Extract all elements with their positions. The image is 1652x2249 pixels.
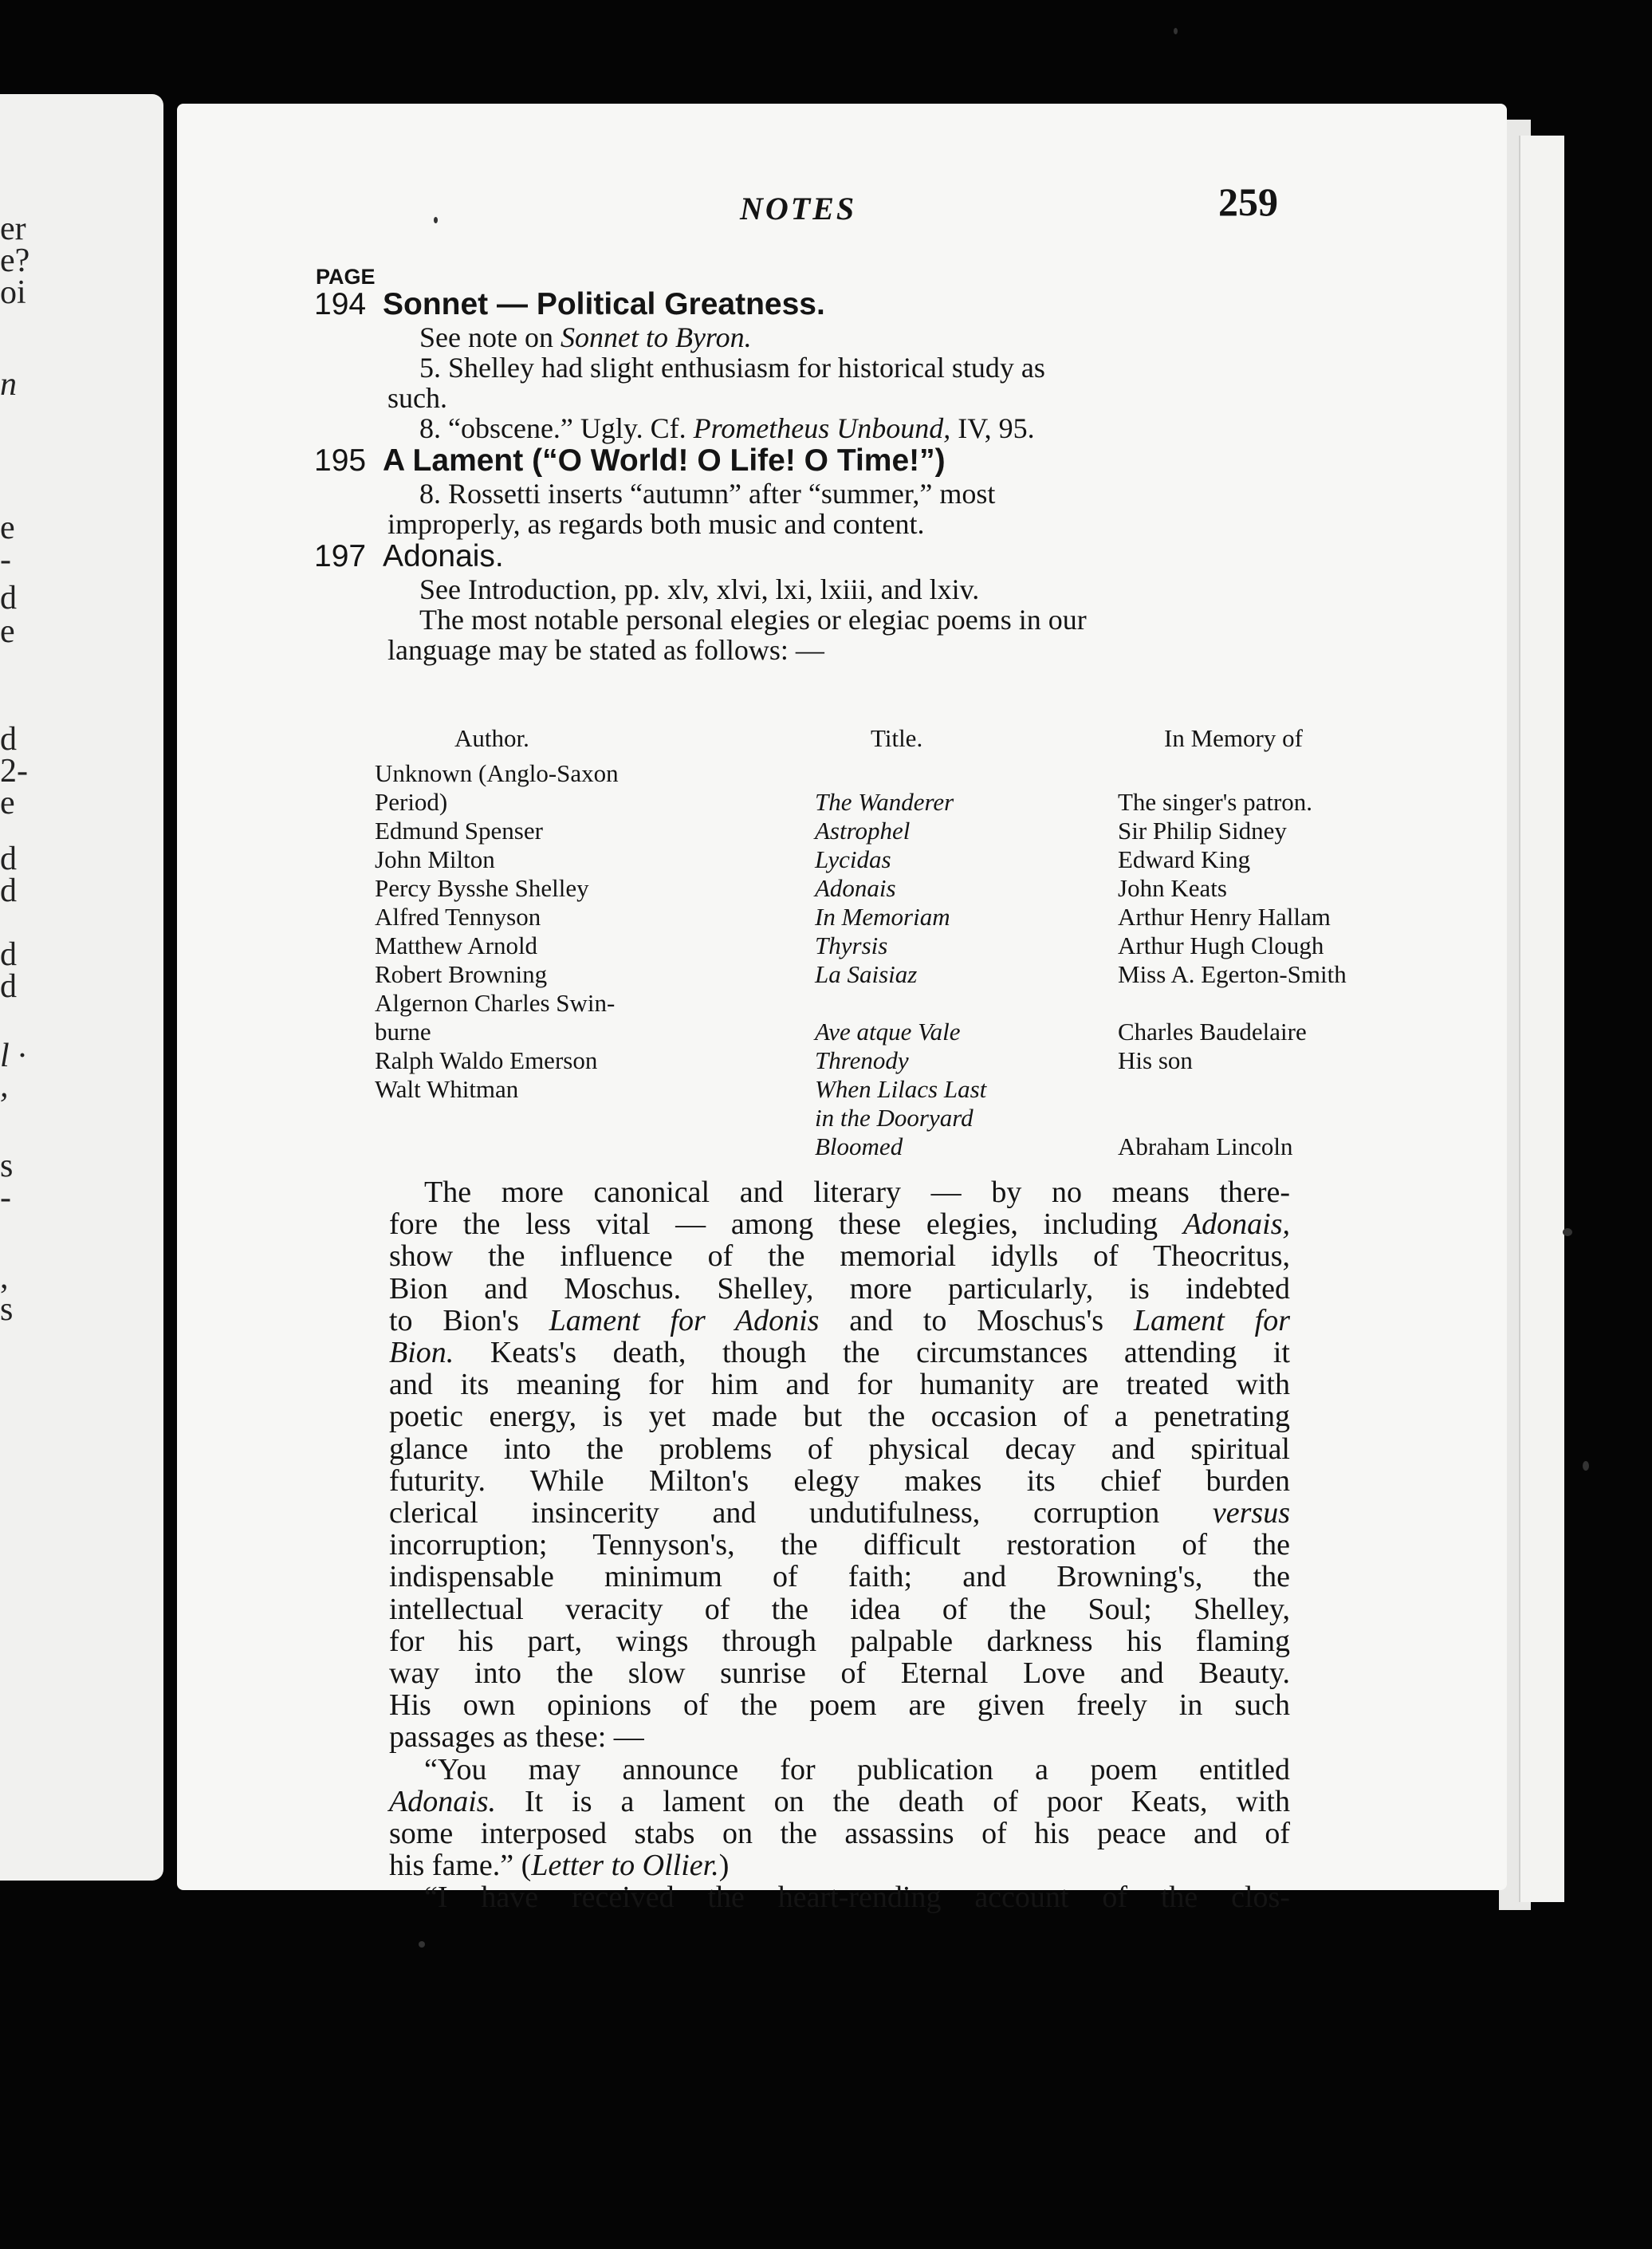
memory-cell: Charles Baudelaire bbox=[1118, 1018, 1307, 1046]
author-cell bbox=[375, 1132, 815, 1161]
prose-line bbox=[389, 1497, 1290, 1529]
prose-line bbox=[389, 1625, 1290, 1657]
text-run: See Introduction, pp. xlv, xlvi, lxi, lxiii, and lxiv. bbox=[419, 573, 980, 605]
author-cell: Algernon Charles Swin- bbox=[375, 989, 616, 1017]
text-run: way into the slow sunrise of Eternal Love and Beauty. bbox=[389, 1656, 1290, 1691]
memory-cell: The singer's patron. bbox=[1118, 788, 1313, 816]
table-row bbox=[375, 817, 1483, 845]
text-run: 5. Shelley had slight enthusiasm for historical study as bbox=[419, 352, 1045, 384]
memory-header: In Memory of bbox=[1164, 724, 1303, 752]
entry-heading bbox=[314, 539, 1288, 574]
title-cell: Thyrsis bbox=[815, 932, 888, 959]
text-run: Keats's death, though the circumstances attending it bbox=[454, 1336, 1290, 1370]
prose-line bbox=[389, 1240, 1290, 1272]
elegies-table bbox=[375, 724, 1483, 1161]
text-run: language may be stated as follows: — bbox=[387, 634, 824, 666]
left-page-fragment: er bbox=[0, 211, 26, 247]
text-run: improperly, as regards both music and content. bbox=[387, 508, 925, 540]
prose-line bbox=[389, 1433, 1290, 1465]
title-cell: Astrophel bbox=[815, 817, 911, 845]
title-cell: Threnody bbox=[815, 1046, 909, 1074]
memory-cell: Edward King bbox=[1118, 845, 1251, 873]
page-column-label: PAGE bbox=[316, 265, 376, 289]
text-run: passages as these: — bbox=[389, 1720, 644, 1755]
table-row bbox=[375, 1018, 1483, 1046]
prose-line bbox=[389, 1208, 1290, 1240]
text-run: Bion and Moschus. Shelley, more particularly, is indebted bbox=[389, 1271, 1290, 1306]
title-cell: When Lilacs Last bbox=[815, 1075, 987, 1103]
text-run: His own opinions of the poem are given freely in such bbox=[389, 1688, 1290, 1723]
table-row bbox=[375, 1104, 1483, 1132]
prose-line bbox=[389, 1369, 1290, 1400]
text-run: and its meaning for him and for humanity are treated with bbox=[389, 1368, 1290, 1402]
previous-page-edge bbox=[0, 94, 163, 1881]
memory-cell: Sir Philip Sidney bbox=[1118, 817, 1287, 845]
title-cell: Ave atque Vale bbox=[815, 1018, 961, 1046]
text-run: indispensable minimum of faith; and Browning's, the bbox=[389, 1560, 1290, 1594]
italic-text-run: Bion. bbox=[389, 1336, 454, 1370]
note-line bbox=[419, 353, 1288, 383]
author-cell: burne bbox=[375, 1018, 431, 1046]
entry-heading bbox=[314, 443, 1288, 479]
entry-page-ref: 195 bbox=[314, 443, 367, 478]
table-row bbox=[375, 874, 1483, 903]
prose-line bbox=[389, 1689, 1290, 1721]
text-run: intellectual veracity of the idea of the Soul; Shelley, bbox=[389, 1592, 1290, 1626]
left-page-fragment: l · bbox=[0, 1038, 26, 1074]
text-run: See note on bbox=[419, 321, 560, 353]
prose-line bbox=[389, 1657, 1290, 1689]
table-row bbox=[375, 788, 1483, 817]
prose-line bbox=[389, 1561, 1290, 1593]
ink-speck bbox=[1583, 1461, 1589, 1471]
author-cell: John Milton bbox=[375, 845, 495, 873]
memory-cell: Arthur Henry Hallam bbox=[1118, 903, 1331, 931]
page-stack-edge-outer bbox=[1519, 136, 1564, 1902]
text-run: The more canonical and literary — by no means there- bbox=[424, 1176, 1290, 1209]
table-row bbox=[375, 759, 1483, 788]
text-run: show the influence of the memorial idylls of Theocritus, bbox=[389, 1239, 1290, 1274]
prose-paragraph bbox=[389, 1754, 1290, 1882]
title-cell: In Memoriam bbox=[815, 903, 950, 931]
left-page-fragment: oi bbox=[0, 274, 26, 311]
text-run: poetic energy, is yet made but the occasion of a penetrating bbox=[389, 1400, 1290, 1434]
text-run: futurity. While Milton's elegy makes its chief burden bbox=[389, 1463, 1290, 1498]
memory-cell: His son bbox=[1118, 1046, 1193, 1074]
italic-text-run: Lament for Adonis bbox=[549, 1303, 820, 1337]
table-row bbox=[375, 845, 1483, 874]
prose-line bbox=[389, 1593, 1290, 1625]
text-run: 8. Rossetti inserts “autumn” after “summer,” most bbox=[419, 478, 996, 510]
left-page-fragment: e bbox=[0, 613, 15, 650]
text-run: IV, 95. bbox=[950, 412, 1035, 444]
text-run: to Bion's bbox=[389, 1303, 549, 1337]
text-run: for his part, wings through palpable darkness his flaming bbox=[389, 1624, 1290, 1658]
prose-line bbox=[389, 1721, 1290, 1753]
prose-line bbox=[389, 1529, 1290, 1561]
prose-line bbox=[389, 1465, 1290, 1497]
left-page-fragment: 2- bbox=[0, 753, 28, 790]
author-cell: Unknown (Anglo-Saxon bbox=[375, 759, 619, 787]
title-cell: Adonais bbox=[815, 874, 896, 902]
table-row bbox=[375, 1046, 1483, 1075]
table-row bbox=[375, 1075, 1483, 1104]
italic-text-run: Sonnet to Byron. bbox=[560, 321, 752, 353]
left-page-fragment: - bbox=[0, 1180, 11, 1216]
author-cell: Percy Bysshe Shelley bbox=[375, 874, 589, 902]
left-page-fragment: e? bbox=[0, 242, 30, 279]
text-run: his fame.” ( bbox=[389, 1849, 532, 1883]
italic-text-run: Prometheus Unbound, bbox=[693, 412, 951, 444]
author-cell: Robert Browning bbox=[375, 960, 548, 988]
memory-cell bbox=[1118, 1104, 1483, 1132]
title-cell bbox=[815, 759, 1118, 788]
memory-cell: Abraham Lincoln bbox=[1118, 1132, 1293, 1160]
entry-title: A Lament (“O World! O Life! O Time!”) bbox=[383, 443, 946, 478]
prose-paragraph bbox=[389, 1881, 1290, 1913]
table-row bbox=[375, 960, 1483, 989]
author-cell: Walt Whitman bbox=[375, 1075, 519, 1103]
note-line bbox=[419, 413, 1288, 443]
author-cell: Matthew Arnold bbox=[375, 932, 538, 959]
left-page-fragment: , bbox=[0, 1068, 9, 1105]
commentary-text bbox=[389, 1176, 1290, 1914]
left-page-fragment: s bbox=[0, 1291, 14, 1328]
text-run: ) bbox=[718, 1849, 730, 1883]
table-row bbox=[375, 903, 1483, 932]
author-cell: Alfred Tennyson bbox=[375, 903, 541, 931]
text-run: glance into the problems of physical decay and spiritual bbox=[389, 1432, 1290, 1466]
author-cell: Period) bbox=[375, 788, 448, 816]
text-run: The most notable personal elegies or elegiac poems in our bbox=[419, 604, 1087, 636]
left-page-fragment: - bbox=[0, 542, 11, 578]
left-page-fragment: e bbox=[0, 785, 15, 821]
entry-page-ref: 194 bbox=[314, 287, 367, 321]
prose-line bbox=[389, 1305, 1290, 1337]
prose-paragraph bbox=[389, 1176, 1290, 1754]
prose-line bbox=[389, 1818, 1290, 1849]
text-run: “You may announce for publication a poem entitled bbox=[424, 1752, 1290, 1786]
note-line bbox=[419, 605, 1288, 635]
author-cell: Edmund Spenser bbox=[375, 817, 543, 845]
prose-line bbox=[389, 1337, 1290, 1369]
entry-title: Adonais. bbox=[383, 539, 504, 573]
left-page-fragment: n bbox=[0, 366, 17, 403]
author-cell: Ralph Waldo Emerson bbox=[375, 1046, 598, 1074]
note-line bbox=[419, 479, 1288, 509]
memory-cell bbox=[1118, 989, 1483, 1018]
prose-line bbox=[389, 1881, 1290, 1913]
prose-line bbox=[389, 1849, 1290, 1881]
left-page-fragment: d bbox=[0, 841, 17, 877]
title-cell: Lycidas bbox=[815, 845, 891, 873]
italic-text-run: versus bbox=[1212, 1496, 1290, 1530]
italic-text-run: Adonais. bbox=[389, 1784, 497, 1818]
title-cell: La Saisiaz bbox=[815, 960, 918, 988]
text-run: and to Moschus's bbox=[819, 1303, 1134, 1337]
title-header: Title. bbox=[871, 724, 923, 752]
note-line bbox=[419, 574, 1288, 605]
prose-line bbox=[389, 1400, 1290, 1432]
ink-speck bbox=[1174, 28, 1178, 34]
left-page-fragment: d bbox=[0, 968, 17, 1005]
title-cell bbox=[815, 989, 1118, 1018]
text-run: It is a lament on the death of poor Keats, with bbox=[496, 1784, 1290, 1818]
italic-text-run: Adonais, bbox=[1182, 1207, 1290, 1242]
table-header-row bbox=[375, 724, 1483, 759]
ink-speck bbox=[1563, 1228, 1572, 1236]
text-run: incorruption; Tennyson's, the difficult restoration of the bbox=[389, 1528, 1290, 1562]
entry-title: Sonnet — Political Greatness. bbox=[383, 287, 825, 321]
entry-heading bbox=[314, 287, 1288, 322]
memory-cell: Arthur Hugh Clough bbox=[1118, 932, 1324, 959]
text-run: fore the less vital — among these elegies, including bbox=[389, 1207, 1183, 1242]
note-line bbox=[387, 509, 1288, 539]
left-page-fragment: s bbox=[0, 1148, 14, 1184]
left-page-fragment: d bbox=[0, 721, 17, 758]
text-run: 8. “obscene.” Ugly. Cf. bbox=[419, 412, 694, 444]
left-page-fragment: d bbox=[0, 872, 17, 909]
page-number: 259 bbox=[1218, 179, 1278, 224]
title-cell: in the Dooryard bbox=[815, 1104, 974, 1132]
title-cell: The Wanderer bbox=[815, 788, 954, 816]
left-page-fragment: e bbox=[0, 510, 15, 546]
title-cell: Bloomed bbox=[815, 1132, 903, 1160]
table-row bbox=[375, 1132, 1483, 1161]
ink-speck bbox=[434, 217, 438, 223]
note-line bbox=[419, 322, 1288, 353]
text-run: such. bbox=[387, 382, 447, 414]
text-run: “I have received the heart-rending account of the clos- bbox=[424, 1881, 1290, 1915]
ink-speck bbox=[419, 1941, 425, 1948]
table-row bbox=[375, 989, 1483, 1018]
note-entries bbox=[316, 287, 1288, 665]
prose-line bbox=[389, 1786, 1290, 1818]
note-line bbox=[387, 383, 1288, 413]
italic-text-run: Letter to Ollier. bbox=[531, 1849, 719, 1883]
memory-cell bbox=[1118, 1075, 1483, 1104]
memory-cell: John Keats bbox=[1118, 874, 1227, 902]
italic-text-run: Lament for bbox=[1133, 1303, 1290, 1337]
left-page-fragment: , bbox=[0, 1259, 9, 1296]
prose-line bbox=[389, 1273, 1290, 1305]
memory-cell: Miss A. Egerton-Smith bbox=[1118, 960, 1347, 988]
text-run: clerical insincerity and undutifulness, corruption bbox=[389, 1496, 1213, 1530]
note-line bbox=[387, 635, 1288, 665]
memory-cell bbox=[1118, 759, 1483, 788]
notes-section bbox=[316, 263, 1288, 665]
table-row bbox=[375, 932, 1483, 960]
prose-line bbox=[389, 1176, 1290, 1208]
entry-page-ref: 197 bbox=[314, 539, 367, 573]
text-run: some interposed stabs on the assassins of his peace and of bbox=[389, 1817, 1290, 1851]
author-header: Author. bbox=[454, 724, 529, 752]
author-cell bbox=[375, 1104, 815, 1132]
left-page-fragment: d bbox=[0, 936, 17, 973]
prose-line bbox=[389, 1754, 1290, 1786]
running-header-title: NOTES bbox=[740, 191, 857, 226]
left-page-fragment: d bbox=[0, 580, 17, 616]
